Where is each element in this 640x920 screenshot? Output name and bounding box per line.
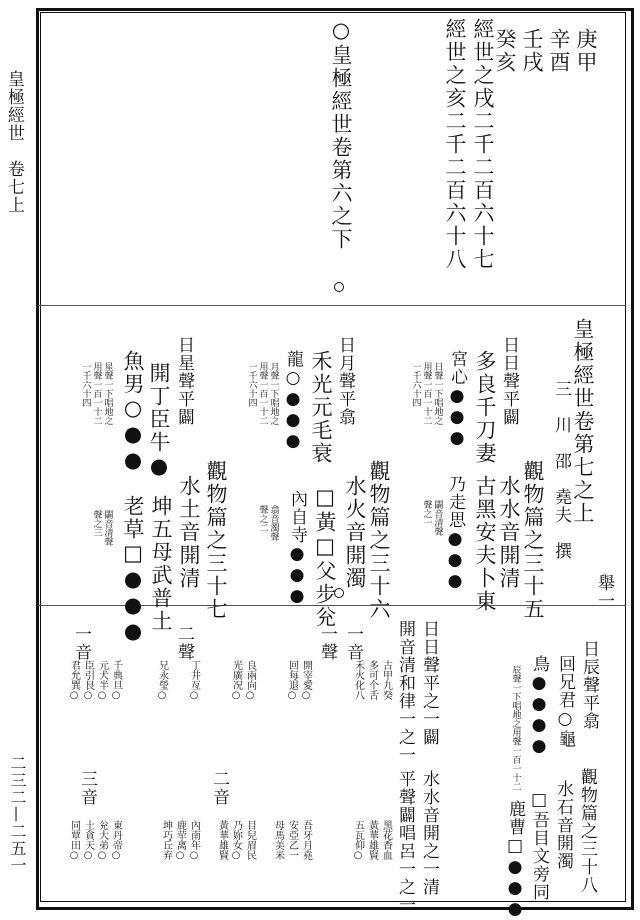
top-col-6: 經世之亥二千二百六十八 bbox=[443, 18, 467, 271]
section2-line4: □黃□父步兊 bbox=[313, 485, 337, 629]
label-san-yin: 三音 bbox=[77, 770, 97, 806]
section1-note2: 用聲一百一十二 bbox=[421, 362, 432, 425]
section3-sub: 水土音開清 bbox=[177, 475, 201, 590]
grid-col-5: 回每退○ bbox=[286, 660, 298, 701]
grid-col-26: 東丹帝○ bbox=[110, 820, 122, 861]
section2-note1: 月聲一下唱地之 bbox=[268, 362, 279, 425]
section2-line2: 禾光元毛衰 bbox=[309, 350, 333, 465]
section3-note3: 一千六十四 bbox=[80, 362, 91, 407]
bottom-s1-line: 回兄君○龜 bbox=[555, 655, 575, 748]
bottom-s1-line2: 鳥●●●● bbox=[529, 655, 549, 757]
grid-col-2: 多可个舌 bbox=[366, 660, 378, 700]
section2-note5: 聲之二 bbox=[257, 505, 268, 532]
volume-title: 皇極經世卷第七之上 bbox=[571, 318, 595, 525]
top-col-2: 辛酉 bbox=[547, 28, 571, 74]
label-yi-sheng: 一聲 bbox=[317, 625, 337, 661]
grid-col-16: 五瓦仰○ bbox=[352, 820, 364, 861]
section-divider-1 bbox=[38, 305, 626, 306]
grid-col-17: 吾牙月堯 bbox=[300, 820, 312, 860]
grid-col-18: 安亞乙一 bbox=[286, 820, 298, 860]
grid-col-14: 黑花香血 bbox=[380, 820, 392, 860]
grid-col-21: 乃妳女○ bbox=[230, 820, 242, 861]
grid-col-10: 千典旦○ bbox=[110, 660, 122, 701]
top-col-5: 經世之戌二千二百六十七 bbox=[471, 18, 495, 271]
section1-line3: 宮心●●● bbox=[447, 350, 467, 449]
grid-col-12: 臣引艮○ bbox=[82, 660, 94, 701]
grid-col-13: 君允巽○ bbox=[68, 660, 80, 701]
top-col-1: 庚甲 bbox=[574, 28, 598, 74]
margin-book-title: 皇極經世 卷七上 bbox=[3, 70, 24, 214]
section3-note1: 星聲一下唱地之 bbox=[102, 362, 113, 425]
bottom-s2-heading: 觀物篇之三十八 bbox=[577, 768, 597, 894]
bottom-s2-line: 水石音開濁 bbox=[553, 780, 573, 870]
grid-col-23: 內南年○ bbox=[188, 820, 200, 861]
top-col-3: 壬戌 bbox=[520, 28, 544, 74]
section3-line5: 老草□●●● bbox=[121, 495, 145, 645]
section1-note3: 一千六十四 bbox=[410, 362, 421, 407]
section3-line2: 開丁臣牛● bbox=[147, 362, 171, 480]
grid-col-11: 元犬半○ bbox=[96, 660, 108, 701]
bottom-s3-line: 平聲闢唱呂一之一 bbox=[395, 770, 415, 914]
section1-note1: 日聲一下唱地之 bbox=[432, 362, 443, 425]
grid-col-3: 禾火化八 bbox=[352, 660, 364, 700]
section2-note4: 翕音濁聲 bbox=[268, 505, 279, 541]
grid-col-27: 兊大弟○ bbox=[96, 820, 108, 861]
section3-note2: 用聲一百一十二 bbox=[91, 362, 102, 425]
bottom-s2-line3: 鹿曹□●●● bbox=[505, 800, 525, 920]
label-er-sheng: 二聲 bbox=[174, 625, 194, 661]
section1-line5: 乃走思●●● bbox=[445, 475, 465, 592]
section3-line1: 日星聲平闢 bbox=[174, 336, 194, 426]
section1-line4: 古黑安夫卜東 bbox=[473, 475, 497, 613]
grid-col-25: 坤巧丘弃 bbox=[160, 820, 172, 860]
separator-circle-top bbox=[334, 282, 344, 292]
label-yi-yin: 一音 bbox=[343, 625, 363, 661]
grid-col-7: 光廣况○ bbox=[230, 660, 242, 701]
author-line: 三 川 邵 堯夫 撰 bbox=[551, 380, 571, 560]
grid-col-28: 土貪天○ bbox=[82, 820, 94, 861]
section1-note5: 聲之一 bbox=[421, 500, 432, 527]
bottom-s3-line2: 日日聲平之一闢 bbox=[419, 620, 439, 746]
grid-col-19: 母馬美米 bbox=[272, 820, 284, 860]
bottom-s2-line2: □吾目文旁同 bbox=[529, 790, 549, 901]
grid-col-8: 丁井亙○ bbox=[188, 660, 200, 701]
page-mark: 舉一 bbox=[594, 574, 614, 610]
top-col-7: ○皇極經世卷第六之下 bbox=[329, 18, 353, 251]
grid-col-6: 良兩向○ bbox=[244, 660, 256, 701]
section3-line3: 魚男○●● bbox=[121, 350, 145, 474]
label-yi-yin-2: 一音 bbox=[71, 625, 91, 661]
top-col-4: 癸亥 bbox=[493, 28, 517, 74]
section2-line5: 內自寺●●● bbox=[287, 490, 307, 607]
section2-note2: 用聲一百一十二 bbox=[257, 362, 268, 425]
section3-note5: 聲之三 bbox=[91, 510, 102, 537]
grid-col-24: 鹿荦离○ bbox=[174, 820, 186, 861]
section2-line1: 日月聲平翕 bbox=[335, 336, 355, 426]
section1-note4: 闢音清聲 bbox=[432, 500, 443, 536]
bottom-s3-heading: 水水音開之一清 bbox=[419, 770, 439, 896]
grid-col-15: 黃華雄賢 bbox=[366, 820, 378, 860]
grid-col-29: 同覃田○ bbox=[68, 820, 80, 861]
section2-sub: 水火音開濁 bbox=[343, 475, 367, 590]
label-er-yin: 二音 bbox=[209, 770, 229, 806]
section1-line2: 多良千刀妻 bbox=[473, 350, 497, 465]
grid-col-1: 古甲九癸 bbox=[380, 660, 392, 700]
section1-sub: 水水音開清 bbox=[497, 475, 521, 590]
section2-heading: 觀物篇之三十六 bbox=[367, 460, 391, 621]
grid-col-20: 目兒眉民 bbox=[244, 820, 256, 860]
bottom-s3-line3: 開音清和律一之一 bbox=[395, 620, 415, 764]
section2-note3: 一千六十四 bbox=[246, 362, 257, 407]
section3-heading: 觀物篇之三十七 bbox=[204, 460, 228, 621]
grid-col-9: 兄永瑩○ bbox=[156, 660, 168, 701]
bottom-s1-notes: 辰聲一下唱地之用聲一百一十二 bbox=[510, 665, 521, 791]
section3-line4: 坤五母武普土 bbox=[149, 495, 173, 633]
margin-page-number: 二三二—二五一 bbox=[8, 755, 27, 874]
section3-note4: 闢音清聲 bbox=[102, 510, 113, 546]
section1-heading: 觀物篇之三十五 bbox=[521, 460, 545, 621]
grid-col-4: 開宰愛○ bbox=[300, 660, 312, 701]
grid-col-22: 黃華雄賢 bbox=[216, 820, 228, 860]
bottom-s1-heading: 日辰聲平翕 bbox=[579, 640, 599, 730]
section1-line1: 日日聲平闢 bbox=[499, 336, 519, 426]
separator-circle-middle bbox=[334, 588, 344, 598]
section2-line3: 龍○●●● bbox=[283, 350, 303, 452]
